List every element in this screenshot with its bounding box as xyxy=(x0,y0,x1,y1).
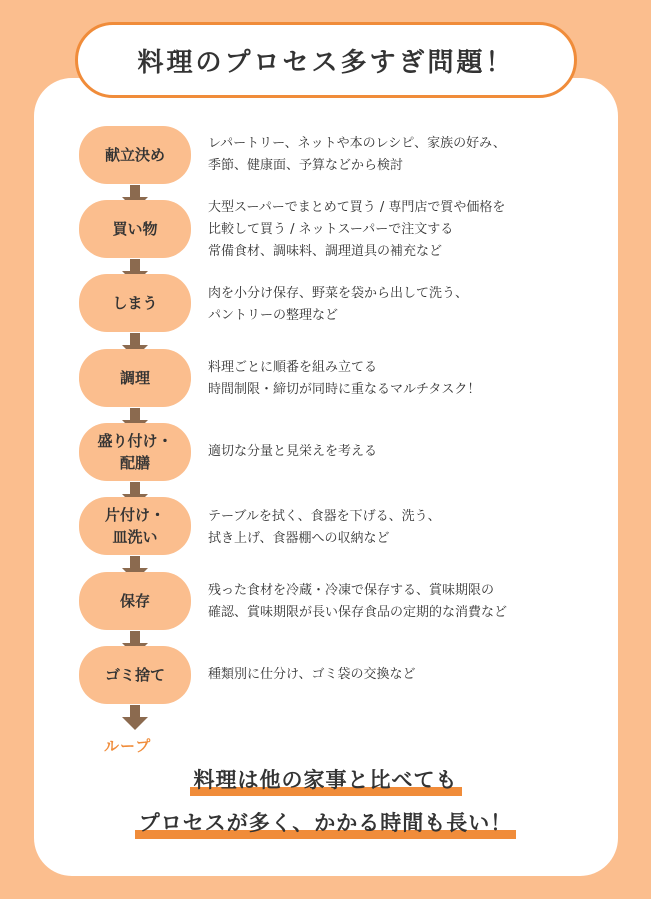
step-label-shopping: 買い物 xyxy=(79,200,191,258)
step-desc-garbage: 種類別に仕分け、ゴミ袋の交換など xyxy=(208,667,416,682)
loop-label: ループ xyxy=(104,737,152,755)
step-label-cleanup: 片付け・ 皿洗い xyxy=(79,497,191,555)
step-desc-cooking: 料理ごとに順番を組み立てる 時間制限・締切が同時に重なるマルチタスク！ xyxy=(208,360,481,397)
summary-text-2: プロセスが多く、かかる時間も長い！ xyxy=(135,807,517,839)
step-desc-storing: 肉を小分け保存、野菜を袋から出して洗う、 パントリーの整理など xyxy=(208,286,469,323)
step-desc-cleanup: テーブルを拭く、食器を下げる、洗う、 拭き上げ、食器棚への収納など xyxy=(208,509,441,546)
step-desc-preserving: 残った食材を冷蔵・冷凍で保存する、賞味期限の 確認、賞味期限が長い保存食品の定期的な消費など xyxy=(208,583,508,620)
step-desc-menu-planning: レパートリー、ネットや本のレシピ、家族の好み、 季節、健康面、予算などから検討 xyxy=(208,136,506,173)
step-desc-plating: 適切な分量と見栄えを考える xyxy=(208,444,378,459)
down-arrow-icon xyxy=(121,705,149,731)
step-label-plating: 盛り付け・ 配膳 xyxy=(79,423,191,481)
page-title: 料理のプロセス多すぎ問題！ xyxy=(75,22,577,98)
step-desc-shopping: 大型スーパーでまとめて買う / 専門店で質や価格を 比較して買う / ネットスーパーで注文する 常備食材、調味料、調理道具の補充など xyxy=(208,200,506,259)
step-label-menu-planning: 献立決め xyxy=(79,126,191,184)
step-label-preserving: 保存 xyxy=(79,572,191,630)
step-label-cooking: 調理 xyxy=(79,349,191,407)
summary-line-1 xyxy=(0,764,651,796)
step-label-garbage: ゴミ捨て xyxy=(79,646,191,704)
summary-line-2 xyxy=(0,807,651,839)
step-label-storing: しまう xyxy=(79,274,191,332)
summary-text-1: 料理は他の家事と比べても xyxy=(190,764,462,796)
